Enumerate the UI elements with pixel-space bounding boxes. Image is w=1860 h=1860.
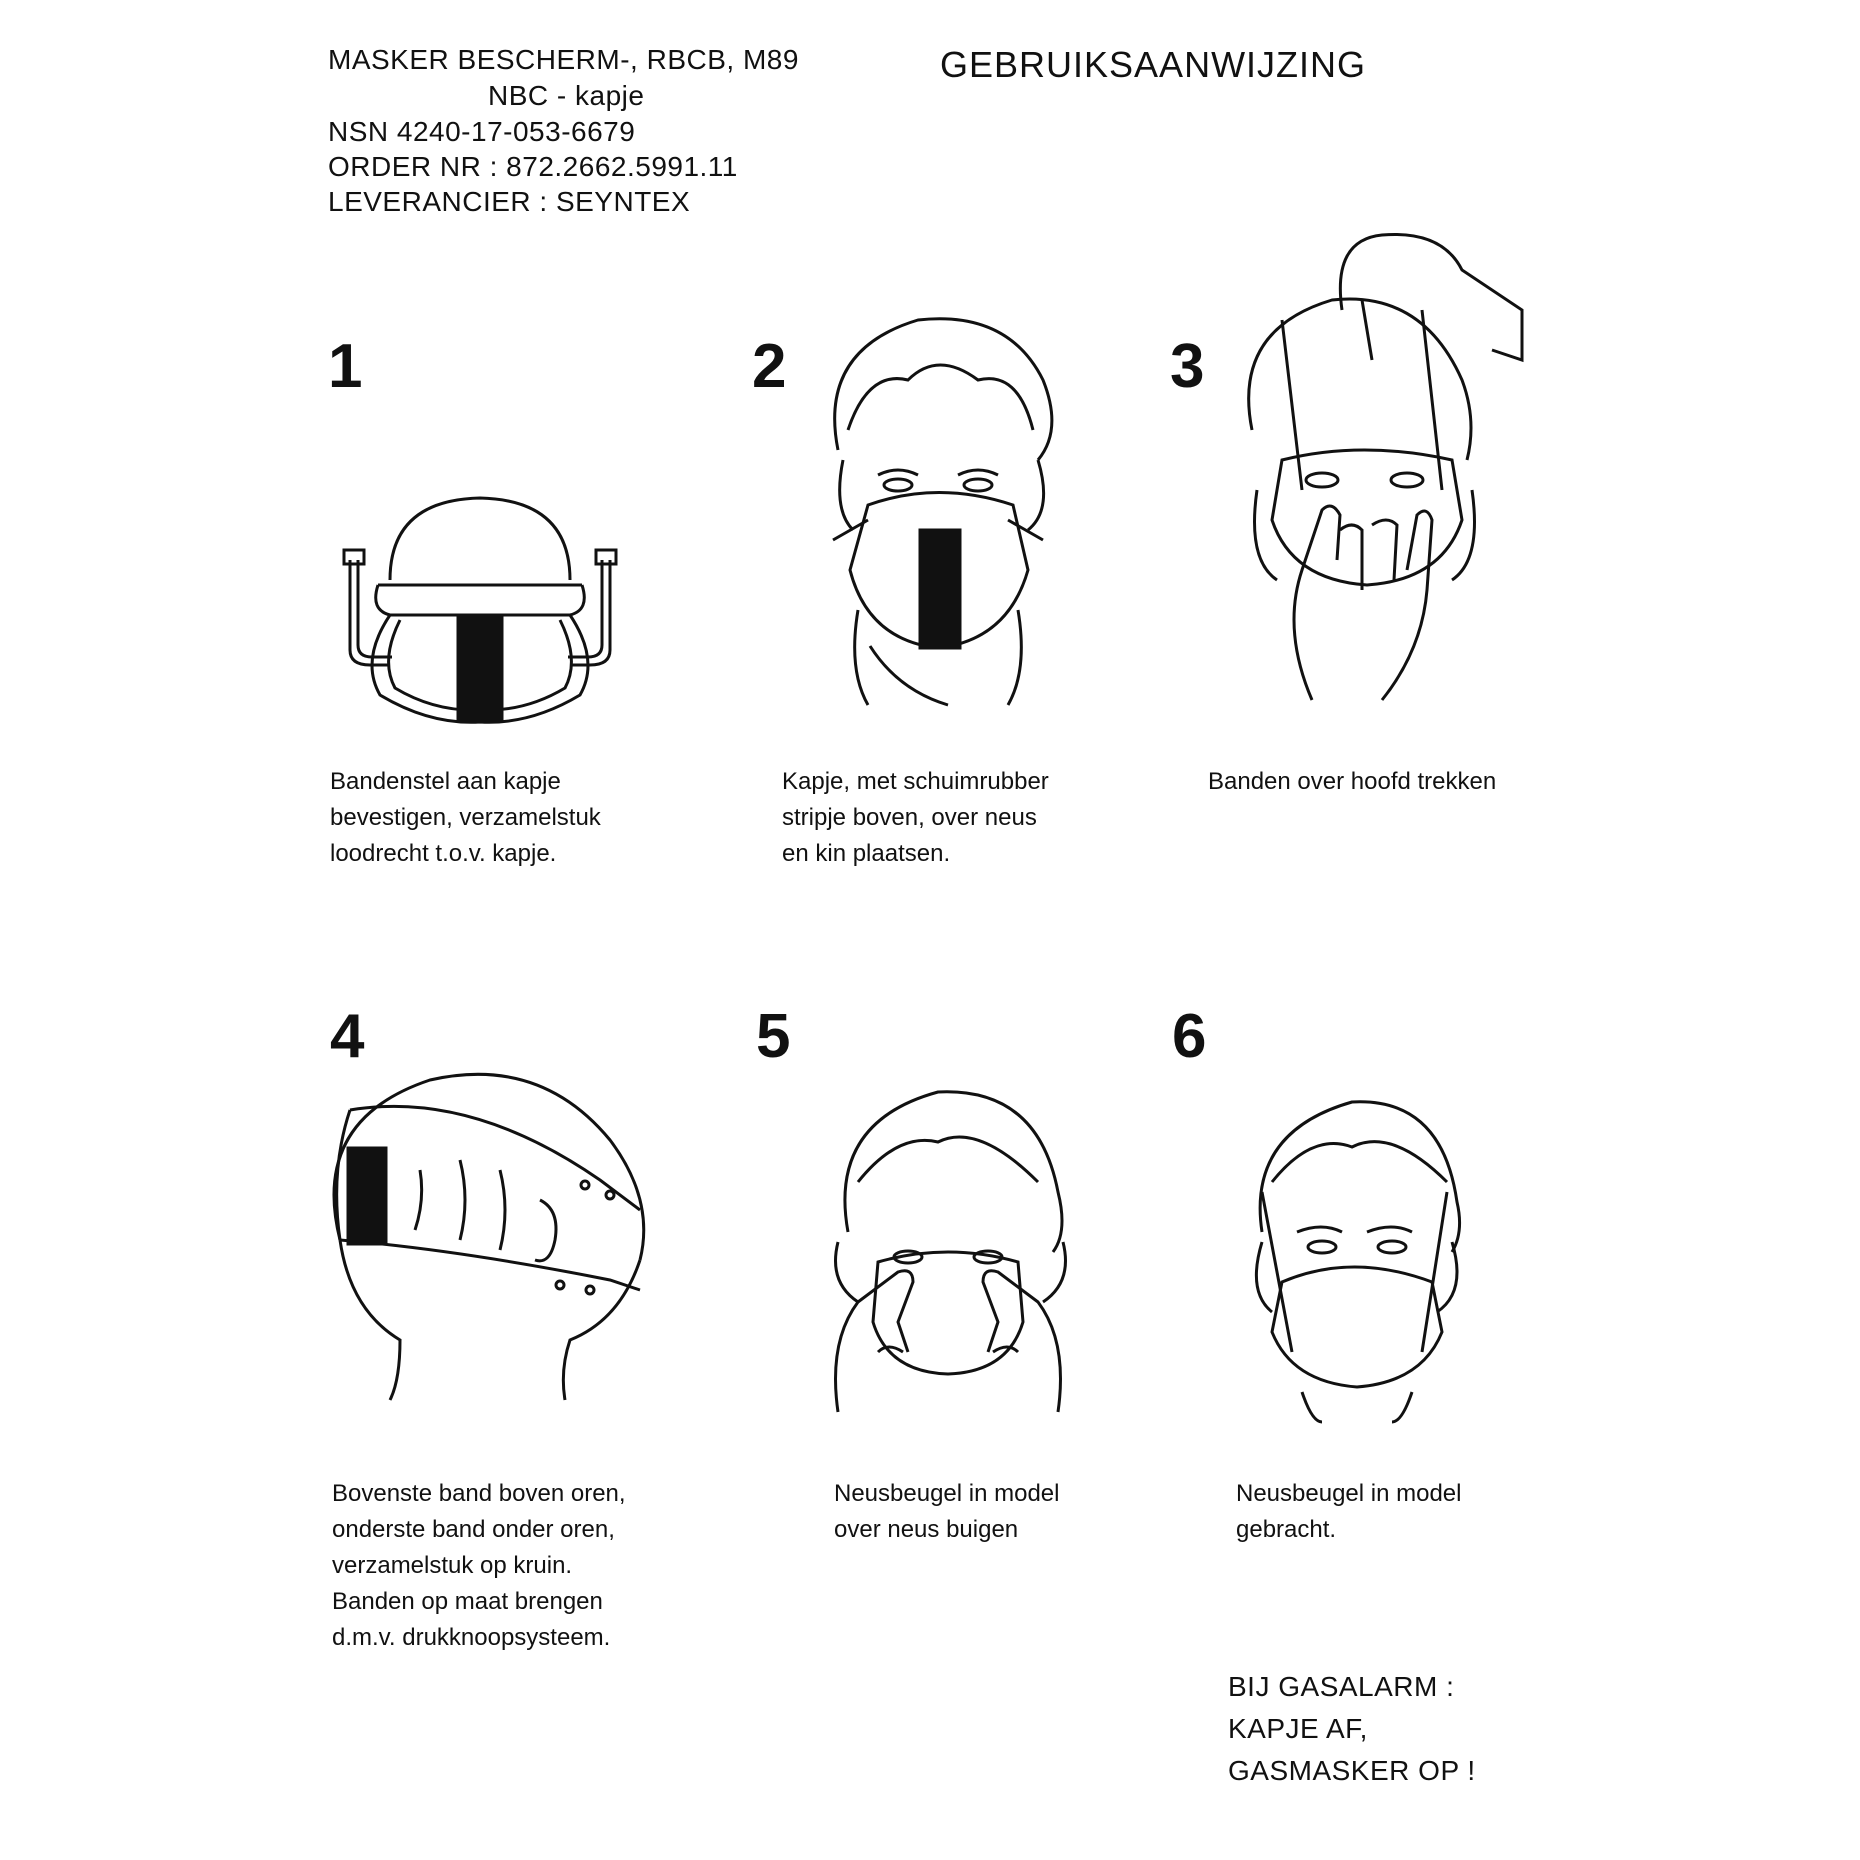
step-1-caption: Bandenstel aan kapje bevestigen, verzamelstuk loodrecht t.o.v. kapje. xyxy=(330,768,601,867)
step-1-illustration xyxy=(330,490,630,745)
step-6-illustration xyxy=(1232,1092,1472,1427)
order-number: ORDER NR : 872.2662.5991.11 xyxy=(328,151,738,182)
step-number-5: 5 xyxy=(756,1002,791,1071)
step-2-caption: Kapje, met schuimrubber stripje boven, over neus en kin plaatsen. xyxy=(782,768,1049,867)
step-5-illustration xyxy=(818,1082,1078,1437)
step-6-caption: Neusbeugel in model gebracht. xyxy=(1236,1480,1462,1543)
step-5-caption: Neusbeugel in model over neus buigen xyxy=(834,1480,1060,1543)
step-3-caption: Banden over hoofd trekken xyxy=(1208,768,1497,795)
page-title: GEBRUIKSAANWIJZING xyxy=(940,44,1367,85)
step-number-1: 1 xyxy=(328,332,363,401)
gas-alarm-notice: BIJ GASALARM : KAPJE AF, GASMASKER OP ! xyxy=(1228,1671,1476,1786)
product-subtitle: NBC - kapje xyxy=(488,80,645,111)
step-number-3: 3 xyxy=(1170,332,1205,401)
nsn-number: NSN 4240-17-053-6679 xyxy=(328,116,636,147)
step-number-6: 6 xyxy=(1172,1002,1207,1071)
step-number-2: 2 xyxy=(752,332,787,401)
step-4-illustration xyxy=(310,1060,660,1405)
step-2-illustration xyxy=(808,310,1068,715)
supplier: LEVERANCIER : SEYNTEX xyxy=(328,186,691,217)
step-4-caption: Bovenste band boven oren, onderste band onder oren, verzamelstuk op kruin. Banden op maat brengen d.m.v. drukknoopsysteem. xyxy=(332,1480,626,1651)
step-3-illustration xyxy=(1222,230,1532,705)
product-name: MASKER BESCHERM-, RBCB, M89 xyxy=(328,44,799,75)
step-number-4: 4 xyxy=(330,1002,365,1071)
